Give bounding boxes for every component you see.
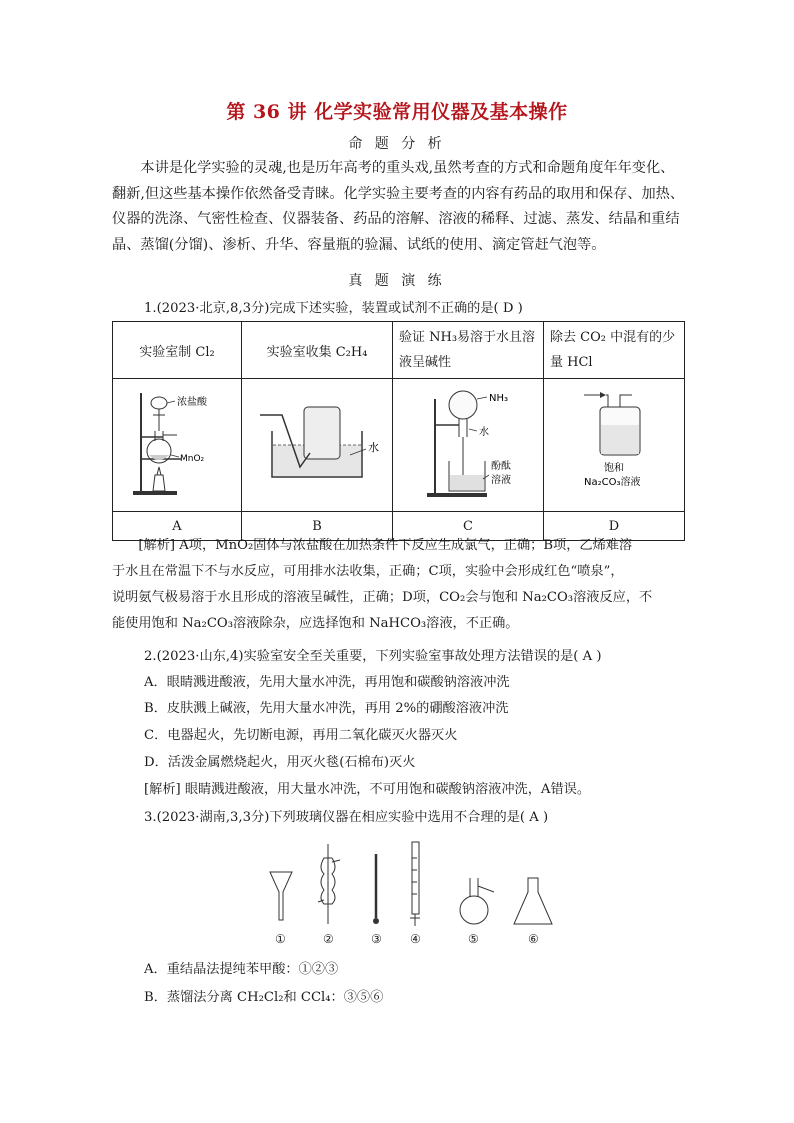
- label-saturated: 饱和: [604, 463, 624, 474]
- funnel-drawing: [270, 872, 292, 920]
- option-label-b: B: [312, 518, 322, 534]
- label-mno2: MnO₂: [180, 454, 205, 464]
- question-1-table: [112, 321, 685, 541]
- label-phenolphthalein: 酚酞: [491, 461, 511, 472]
- apparatus-a-figure: [113, 379, 241, 507]
- apparatus-b-figure: [242, 379, 392, 507]
- glassware-number-5: ⑤: [468, 932, 479, 946]
- option-label-a: A: [172, 518, 182, 534]
- apparatus-c-figure: [393, 379, 543, 507]
- apparatus-b-cell: [242, 379, 393, 512]
- header-a: 实验室制 Cl₂: [139, 344, 215, 360]
- header-b: 实验室收集 C₂H₄: [266, 344, 368, 360]
- intro-line: 翻新,但这些基本操作依然备受青睐。化学实验主要考查的内容有药品的取用和保存、加热、: [112, 185, 685, 202]
- header-c-line: 验证 NH₃易溶于水且溶: [399, 330, 536, 345]
- intro-line: 晶、蒸馏(分馏)、渗析、升华、容量瓶的验漏、试纸的使用、滴定管赶气泡等。: [112, 236, 606, 253]
- question-2-option-b: B．皮肤溅上碱液，先用大量水冲洗，再用 2%的硼酸溶液冲洗: [144, 701, 509, 716]
- intro-paragraph: [112, 156, 690, 258]
- intro-line: 仪器的洗涤、气密性检查、仪器装备、药品的溶解、溶液的稀释、过滤、蒸发、结晶和重结: [112, 211, 680, 227]
- question-2-option-c: C．电器起火，先切断电源，再用二氧化碳灭火器灭火: [144, 728, 458, 743]
- glassware-figure: [262, 838, 562, 958]
- apparatus-c-cell: [393, 379, 544, 512]
- conical-flask-drawing: [514, 878, 552, 924]
- table-header-cell: [242, 322, 393, 379]
- header-c-line: 液呈碱性: [399, 355, 452, 370]
- label-conc-hcl: 浓盐酸: [177, 397, 207, 408]
- glassware-drawings: [262, 838, 562, 932]
- question-2-option-a: A．眼睛溅进酸液，先用大量水冲洗，再用饱和碳酸钠溶液冲洗: [144, 675, 510, 690]
- label-water: 水: [368, 441, 379, 454]
- intro-line: 本讲是化学实验的灵魂,也是历年高考的重头戏,虽然考查的方式和命题角度年年变化、: [140, 160, 675, 176]
- apparatus-d-figure: [544, 379, 684, 507]
- label-na2co3-solution: Na₂CO₃溶液: [584, 477, 641, 488]
- option-label-d: D: [608, 518, 620, 534]
- table-header-cell: [544, 322, 685, 379]
- header-d-line: 量 HCl: [550, 355, 593, 370]
- label-water-c: 水: [479, 427, 489, 438]
- table-header-cell: [113, 322, 242, 379]
- question-3-option-b: B．蒸馏法分离 CH₂Cl₂和 CCl₄：③⑤⑥: [144, 990, 384, 1005]
- analysis-line: 说明氨气极易溶于水且形成的溶液呈碱性，正确；D项，CO₂会与饱和 Na₂CO₃溶液反应，不: [112, 590, 653, 605]
- glassware-number-3: ③: [371, 932, 382, 946]
- glassware-number-6: ⑥: [528, 932, 539, 946]
- glassware-number-2: ②: [323, 932, 334, 946]
- apparatus-a-cell: [113, 379, 242, 512]
- glassware-number-1: ①: [275, 932, 286, 946]
- glassware-number-4: ④: [410, 932, 421, 946]
- analysis-line: 能使用饱和 Na₂CO₃溶液除杂，应选择饱和 NaHCO₃溶液，不正确。: [112, 616, 519, 631]
- option-label-c: C: [463, 518, 473, 534]
- section-heading-practice: 真 题 演 练: [348, 273, 446, 289]
- label-solution: 溶液: [491, 475, 511, 486]
- distillation-flask-drawing: [460, 896, 488, 924]
- burette-drawing: [412, 842, 419, 914]
- question-2-analysis: [解析] 眼睛溅进酸液，用大量水冲洗，不可用饱和碳酸钠溶液冲洗，A错误。: [144, 782, 591, 797]
- analysis-line: [解析] A项，MnO₂固体与浓盐酸在加热条件下反应生成氯气，正确；B项，乙烯难溶: [138, 538, 633, 553]
- question-1-analysis: [112, 533, 690, 637]
- page-title: 第 36 讲 化学实验常用仪器及基本操作: [226, 101, 568, 123]
- question-1-stem: 1.(2023·北京,8,3分)完成下述实验，装置或试剂不正确的是( D ): [144, 301, 523, 316]
- label-nh3: NH₃: [489, 393, 509, 404]
- table-header-cell: [393, 322, 544, 379]
- question-2-option-d: D．活泼金属燃烧起火，用灭火毯(石棉布)灭火: [144, 755, 416, 770]
- question-3-stem: 3.(2023·湖南,3,3分)下列玻璃仪器在相应实验中选用不合理的是( A ): [144, 810, 549, 825]
- section-heading-analysis: 命 题 分 析: [348, 136, 446, 152]
- question-2-stem: 2.(2023·山东,4)实验室安全至关重要，下列实验室事故处理方法错误的是( A ): [144, 649, 602, 664]
- apparatus-d-cell: [544, 379, 685, 512]
- header-d-line: 除去 CO₂ 中混有的少: [550, 330, 676, 345]
- analysis-line: 于水且在常温下不与水反应，可用排水法收集，正确；C项，实验中会形成红色“喷泉”，: [112, 564, 624, 579]
- question-3-option-a: A．重结晶法提纯苯甲酸：①②③: [144, 962, 339, 977]
